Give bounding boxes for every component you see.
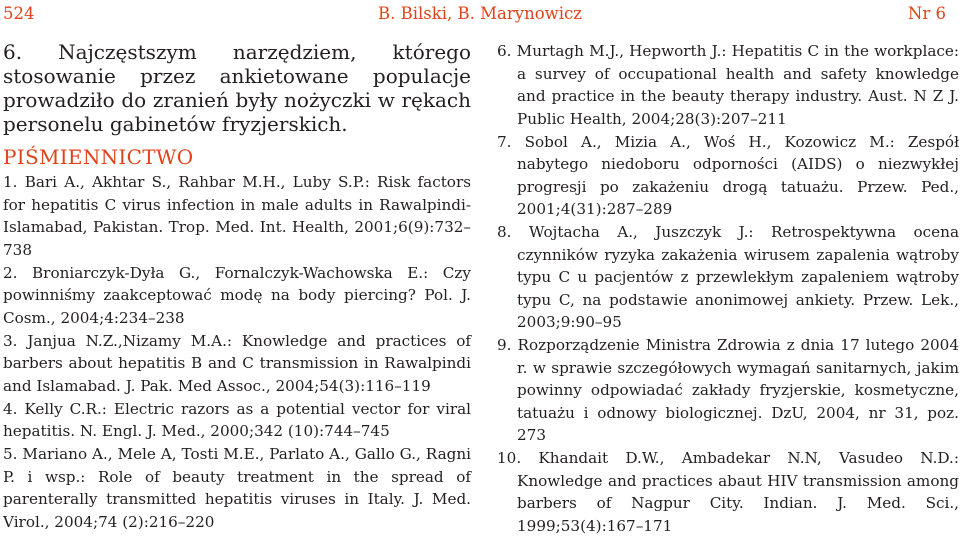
- reference-item: 3. Janjua N.Z.,Nizamy M.A.: Knowledge and practices of barbers about hepatitis B and C transmission in Rawalpindi and Islamabad. J. Pak. Med Assoc., 2004;54(3):116–119: [3, 331, 471, 395]
- reference-item: 10. Khandait D.W., Ambadekar N.N, Vasudeo N.D.: Knowledge and practices abaut HIV transmission among barbers of Nagpur City. Indian. J. Med. Sci., 1999;53(4):167–171: [497, 449, 959, 535]
- conclusion-item: 6. Najczęstszym narzędziem, którego stosowanie przez ankietowane populacje prowadziło do zranień były nożyczki w rękach personelu gabinetów fryzjerskich.: [3, 40, 471, 136]
- reference-item: 1. Bari A., Akhtar S., Rahbar M.H., Luby S.P.: Risk factors for hepatitis C virus infection in male adults in Rawalpindi-Islamabad, Pakistan. Trop. Med. Int. Health, 2001;6(9):732–738: [3, 173, 471, 259]
- reference-item: 9. Rozporządzenie Ministra Zdrowia z dnia 17 lutego 2004 r. w sprawie szczegółowych wymagań sanitarnych, jakim powinny odpowiadać zakłady fryzjerskie, kosmetyczne, tatuażu i odnowy biologicznej. DzU, 2004, nr 31, poz. 273: [497, 336, 959, 444]
- right-column: [497, 40, 959, 538]
- reference-item: 5. Mariano A., Mele A, Tosti M.E., Parlato A., Gallo G., Ragni P. i wsp.: Role of beauty treatment in the spread of parenterally transmitted hepatitis viruses in Italy. J. Med. Virol., 2004;74 (2):216–220: [3, 445, 471, 531]
- reference-list-left: [3, 171, 471, 533]
- references-heading: PIŚMIENNICTWO: [3, 145, 194, 169]
- reference-list-right: [497, 40, 959, 537]
- left-column: [3, 40, 471, 534]
- page-number: 524: [3, 4, 35, 23]
- running-authors: B. Bilski, B. Marynowicz: [378, 4, 582, 23]
- reference-item: 7. Sobol A., Mizia A., Woś H., Kozowicz M.: Zespół nabytego niedoboru odporności (AIDS) o niezwykłej progresji po zakażeniu drogą tatuażu. Przew. Ped., 2001;4(31):287–289: [497, 132, 959, 218]
- reference-item: 6. Murtagh M.J., Hepworth J.: Hepatitis C in the workplace: a survey of occupational health and safety knowledge and practice in the beauty therapy industry. Aust. N Z J. Public Health, 2004;28(3):207–211: [497, 42, 959, 128]
- reference-item: 8. Wojtacha A., Juszczyk J.: Retrospektywna ocena czynników ryzyka zakażenia wirusem zapalenia wątroby typu C u pacjentów z przewlekłym zapaleniem wątroby typu C, na podstawie anonimowej ankiety. Przew. Lek., 2003;9:90–95: [497, 223, 959, 331]
- reference-item: 4. Kelly C.R.: Electric razors as a potential vector for viral hepatitis. N. Engl. J. Med., 2000;342 (10):744–745: [3, 399, 471, 440]
- running-header: [0, 0, 960, 32]
- reference-item: 2. Broniarczyk-Dyła G., Fornalczyk-Wachowska E.: Czy powinniśmy zaakceptować modę na body piercing? Pol. J. Cosm., 2004;4:234–238: [3, 263, 471, 327]
- issue-number: Nr 6: [907, 4, 946, 23]
